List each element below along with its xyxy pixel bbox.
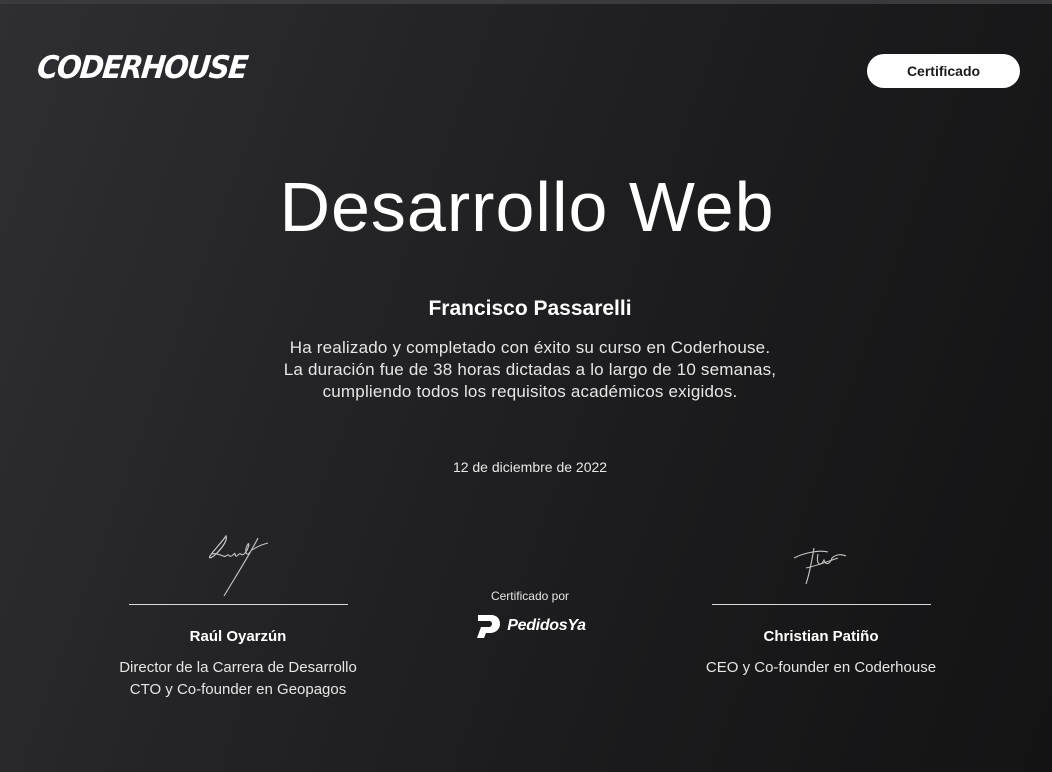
pedidosya-logo xyxy=(430,613,630,639)
pedidosya-icon xyxy=(474,613,502,639)
signature-raul xyxy=(188,524,288,604)
certificate-description xyxy=(0,337,1052,403)
signer-role xyxy=(671,657,971,679)
sponsor-label: Certificado por xyxy=(490,589,570,603)
signer-role-line: CEO y Co-founder en Coderhouse xyxy=(705,659,937,676)
description-line: La duración fue de 38 horas dictadas a lo largo de 10 semanas, xyxy=(283,360,777,379)
certificate-badge: Certificado xyxy=(867,54,1020,88)
signer-name: Raúl Oyarzún xyxy=(189,628,287,645)
signer-role xyxy=(88,657,388,701)
signature-line xyxy=(712,604,931,605)
sponsor-name: PedidosYa xyxy=(507,617,586,634)
signer-role-line: Director de la Carrera de Desarrollo xyxy=(119,659,357,676)
signer-name: Christian Patiño xyxy=(763,628,879,645)
description-line: Ha realizado y completado con éxito su curso en Coderhouse. xyxy=(289,338,771,357)
signer-block-right xyxy=(671,532,971,679)
recipient-name: Francisco Passarelli xyxy=(428,297,632,320)
course-title: Desarrollo Web xyxy=(279,168,775,246)
signature-line xyxy=(129,604,348,605)
signature-christian xyxy=(776,532,866,604)
sponsor-block xyxy=(430,589,630,639)
coderhouse-logo: CODERHOUSE xyxy=(35,48,249,86)
signer-role-line: CTO y Co-founder en Geopagos xyxy=(129,681,347,698)
issue-date: 12 de diciembre de 2022 xyxy=(452,459,608,475)
signer-block-left xyxy=(88,524,388,701)
description-line: cumpliendo todos los requisitos académicos exigidos. xyxy=(322,382,738,401)
